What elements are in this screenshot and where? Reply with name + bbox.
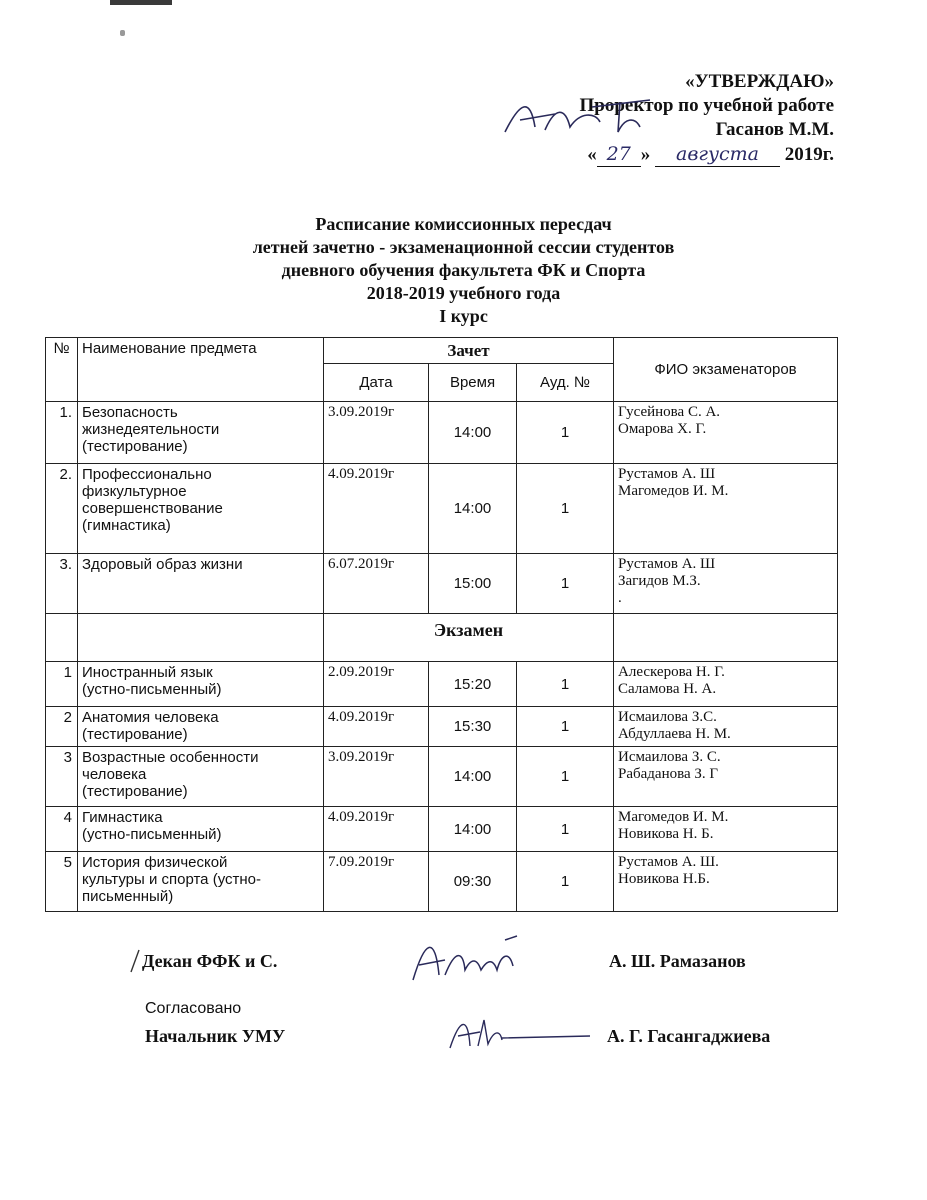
examiner-name: Новикова Н. Б. [618, 826, 714, 842]
scan-mark [110, 0, 172, 5]
examiner-name: Исмаилова З. С. [618, 749, 721, 765]
row-date: 2.09.2019г [324, 662, 429, 707]
approval-position: Проректор по учебной работе [579, 95, 834, 116]
row-date: 3.09.2019г [324, 402, 429, 464]
examiner-name: Исмаилова З.С. [618, 709, 717, 725]
row-time: 09:30 [429, 852, 517, 912]
row-date: 4.09.2019г [324, 807, 429, 852]
table-row [46, 807, 838, 852]
dean-signature [405, 930, 535, 990]
row-number: 3. [46, 554, 78, 614]
agreed-label: Согласовано [145, 1000, 242, 1017]
approval-day: 27 [597, 142, 641, 167]
subject-line: культуры и спорта (устно- [82, 871, 262, 888]
subject-line: Иностранный язык [82, 664, 213, 681]
subject-line: (гимнастика) [82, 517, 171, 534]
examiner-name: Абдуллаева Н. М. [618, 726, 731, 742]
row-subject [78, 662, 324, 707]
table-row [46, 554, 838, 614]
row-room: 1 [517, 807, 614, 852]
examiner-name: Загидов М.З. [618, 573, 701, 589]
subject-line: (тестирование) [82, 438, 188, 455]
dean-name: А. Ш. Рамазанов [609, 951, 746, 971]
row-date: 7.09.2019г [324, 852, 429, 912]
row-room: 1 [517, 402, 614, 464]
row-date: 6.07.2019г [324, 554, 429, 614]
row-room: 1 [517, 707, 614, 747]
row-number: 3 [46, 747, 78, 807]
examiner-name: Омарова Х. Г. [618, 421, 707, 437]
approval-date [587, 142, 834, 167]
row-examiners [614, 807, 838, 852]
approval-name: Гасанов М.М. [715, 119, 834, 140]
subject-line: Профессионально [82, 466, 212, 483]
row-room: 1 [517, 464, 614, 554]
examiner-name: . [618, 590, 622, 606]
row-examiners [614, 852, 838, 912]
examiner-name: Рустамов А. Ш. [618, 854, 719, 870]
row-number: 4 [46, 807, 78, 852]
row-time: 14:00 [429, 464, 517, 554]
row-subject [78, 852, 324, 912]
examiner-name: Алескерова Н. Г. [618, 664, 725, 680]
row-time: 15:30 [429, 707, 517, 747]
examiner-name: Магомедов И. М. [618, 809, 729, 825]
date-open-quote: « [587, 144, 597, 165]
approval-year: 2019г. [784, 144, 834, 165]
row-date: 4.09.2019г [324, 707, 429, 747]
header-room: Ауд. № [517, 364, 614, 402]
dean-title: Декан ФФК и С. [142, 951, 278, 971]
row-room: 1 [517, 747, 614, 807]
approval-month: августа [655, 142, 780, 167]
approval-heading: «УТВЕРЖДАЮ» [685, 71, 834, 92]
examiner-name: Рустамов А. Ш [618, 556, 716, 572]
subject-line: (устно-письменный) [82, 826, 222, 843]
header-subject: Наименование предмета [78, 338, 324, 402]
dean-title-mark [128, 948, 142, 974]
row-examiners [614, 464, 838, 554]
table-row [46, 464, 838, 554]
row-number: 2. [46, 464, 78, 554]
examiner-name: Магомедов И. М. [618, 483, 729, 499]
row-examiners [614, 662, 838, 707]
examiner-name: Рабаданова З. Г [618, 766, 719, 782]
row-subject [78, 554, 324, 614]
exam-section-row [46, 614, 838, 662]
title-line-5: I курс [439, 306, 488, 326]
row-time: 14:00 [429, 402, 517, 464]
table-row [46, 662, 838, 707]
rector-signature [500, 92, 700, 142]
row-subject [78, 402, 324, 464]
row-number: 1. [46, 402, 78, 464]
document-title [0, 213, 927, 328]
subject-line: (тестирование) [82, 783, 188, 800]
subject-line: Возрастные особенности [82, 749, 259, 766]
row-examiners [614, 554, 838, 614]
row-date: 3.09.2019г [324, 747, 429, 807]
title-line-4: 2018-2019 учебного года [366, 283, 561, 303]
subject-line: Безопасность [82, 404, 178, 421]
row-time: 14:00 [429, 807, 517, 852]
row-subject [78, 707, 324, 747]
title-line-3: дневного обучения факультета ФК и Спорта [281, 260, 646, 280]
row-time: 14:00 [429, 747, 517, 807]
examiner-name: Рустамов А. Ш [618, 466, 716, 482]
scan-dot [120, 30, 125, 36]
table-row [46, 707, 838, 747]
row-time: 15:00 [429, 554, 517, 614]
row-room: 1 [517, 852, 614, 912]
subject-line: человека [82, 766, 147, 783]
subject-line: История физической [82, 854, 228, 871]
subject-line: жизнедеятельности [82, 421, 220, 438]
row-subject [78, 464, 324, 554]
row-room: 1 [517, 662, 614, 707]
header-num: № [46, 338, 78, 402]
row-examiners [614, 402, 838, 464]
subject-line: физкультурное [82, 483, 187, 500]
row-number: 2 [46, 707, 78, 747]
row-examiners [614, 747, 838, 807]
row-number: 1 [46, 662, 78, 707]
subject-line: (устно-письменный) [82, 681, 222, 698]
row-subject [78, 807, 324, 852]
row-examiners [614, 707, 838, 747]
date-close-quote: » [640, 144, 651, 165]
header-zachet: Зачет [324, 338, 614, 364]
row-subject [78, 747, 324, 807]
header-time: Время [429, 364, 517, 402]
table-row [46, 747, 838, 807]
subject-line: совершенствование [82, 500, 223, 517]
title-line-2: летней зачетно - экзаменационной сессии студентов [252, 237, 675, 257]
header-date: Дата [324, 364, 429, 402]
row-number: 5 [46, 852, 78, 912]
exam-section-label: Экзамен [324, 614, 614, 662]
subject-line: (тестирование) [82, 726, 188, 743]
subject-line: Здоровый образ жизни [82, 556, 243, 573]
table-row [46, 852, 838, 912]
examiner-name: Саламова Н. А. [618, 681, 717, 697]
subject-line: письменный) [82, 888, 174, 905]
subject-line: Анатомия человека [82, 709, 219, 726]
umu-name: А. Г. Гасангаджиева [607, 1026, 771, 1046]
umu-title: Начальник УМУ [145, 1026, 286, 1046]
row-time: 15:20 [429, 662, 517, 707]
examiner-name: Гусейнова С. А. [618, 404, 721, 420]
table-row [46, 402, 838, 464]
row-room: 1 [517, 554, 614, 614]
schedule-table [45, 337, 838, 912]
umu-signature [440, 1008, 600, 1054]
row-date: 4.09.2019г [324, 464, 429, 554]
subject-line: Гимнастика [82, 809, 163, 826]
title-line-1: Расписание комиссионных пересдач [315, 214, 612, 234]
examiner-name: Новикова Н.Б. [618, 871, 710, 887]
header-examiners: ФИО экзаменаторов [614, 338, 838, 402]
